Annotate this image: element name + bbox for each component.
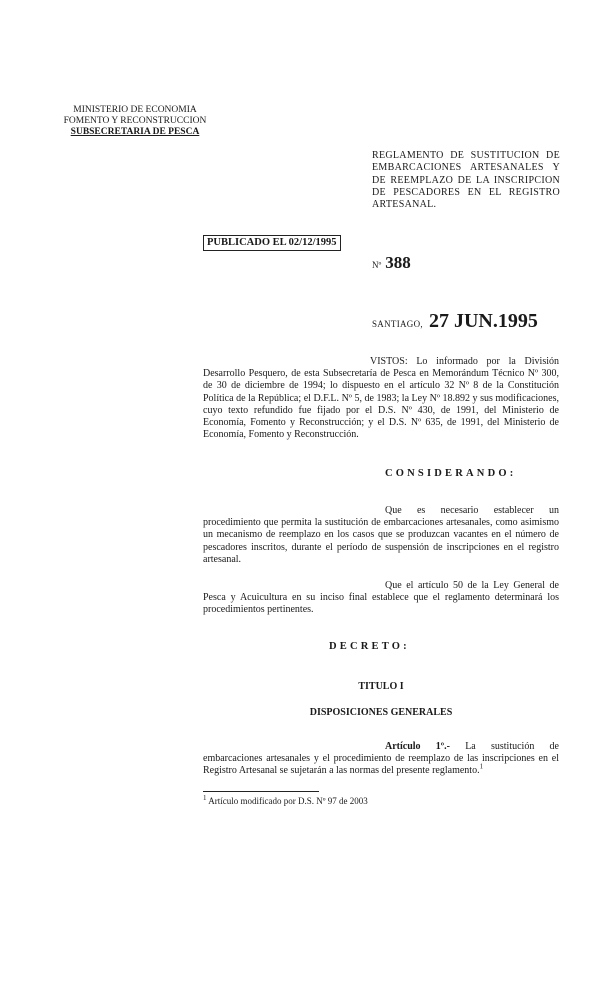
- subsecretaria-line: SUBSECRETARIA DE PESCA: [70, 127, 200, 137]
- decree-title: REGLAMENTO DE SUSTITUCION DE EMBARCACIONES ARTESANALES Y DE REEMPLAZO DE LA INSCRIPCION DE PESCADORES EN EL REGISTRO ARTESANAL.: [372, 150, 560, 211]
- disposiciones-heading: DISPOSICIONES GENERALES: [309, 707, 453, 718]
- ministry-header: [60, 105, 210, 138]
- footnote-mark: 1: [203, 794, 207, 802]
- decree-date: [372, 310, 538, 333]
- ministry-line-2: FOMENTO Y RECONSTRUCCION: [63, 116, 207, 126]
- footnote-reference: 1: [479, 763, 484, 772]
- ministry-line-1: MINISTERIO DE ECONOMIA: [73, 105, 197, 115]
- decreto-heading: DECRETO:: [329, 641, 410, 652]
- considerando-paragraph-2: Que el artículo 50 de la Ley General de Pesca y Acuicultura en su inciso final establece que el reglamento determinará los procedimientos pertinentes.: [203, 580, 559, 616]
- footnote-separator: [203, 791, 319, 792]
- vistos-paragraph: VISTOS: Lo informado por la División Desarrollo Pesquero, de esta Subsecretaría de Pesca en Memorándum Técnico Nº 300, de 30 de diciembre de 1994; lo dispuesto en el artículo 32 Nº 8 de la Constitución Política de la República; el D.F.L. Nº 5, de 1983; la Ley Nº 18.892 y sus modificaciones, cuyo texto refundido fue fijado por el D.S. Nº 430, de 1991, del Ministerio de Economía, Fomento y Reconstrucción; y el D.S. Nº 635, de 1991, del Ministerio de Economía, Fomento y Reconstrucción.: [203, 356, 559, 441]
- number-value: 388: [385, 253, 411, 272]
- footnote-text: Artículo modificado por D.S. Nº 97 de 2003: [208, 796, 368, 806]
- decree-number: [372, 253, 411, 273]
- articulo-1: [203, 741, 559, 778]
- titulo-heading: TITULO I: [358, 681, 404, 692]
- articulo-1-text: La sustitución de embarcaciones artesanales y el procedimiento de reemplazo de las inscripciones en el Registro Artesanal se sujetarán a las normas del presente reglamento.: [203, 741, 559, 777]
- footnote: [203, 796, 368, 806]
- articulo-1-label: Artículo 1º.-: [385, 741, 450, 752]
- considerando-heading: CONSIDERANDO:: [385, 468, 517, 479]
- published-box: PUBLICADO EL 02/12/1995: [203, 235, 341, 251]
- date-value: 27 JUN.1995: [428, 310, 538, 332]
- considerando-paragraph-1: Que es necesario establecer un procedimiento que permita la sustitución de embarcaciones artesanales, como asimismo un mecanismo de reemplazo en los casos que se produzcan vacantes en el número de pescadores inscritos, durante el período de suspensión de inscripciones en el registro artesanal.: [203, 505, 559, 565]
- date-label: SANTIAGO,: [372, 319, 423, 329]
- number-label: Nº: [372, 260, 382, 270]
